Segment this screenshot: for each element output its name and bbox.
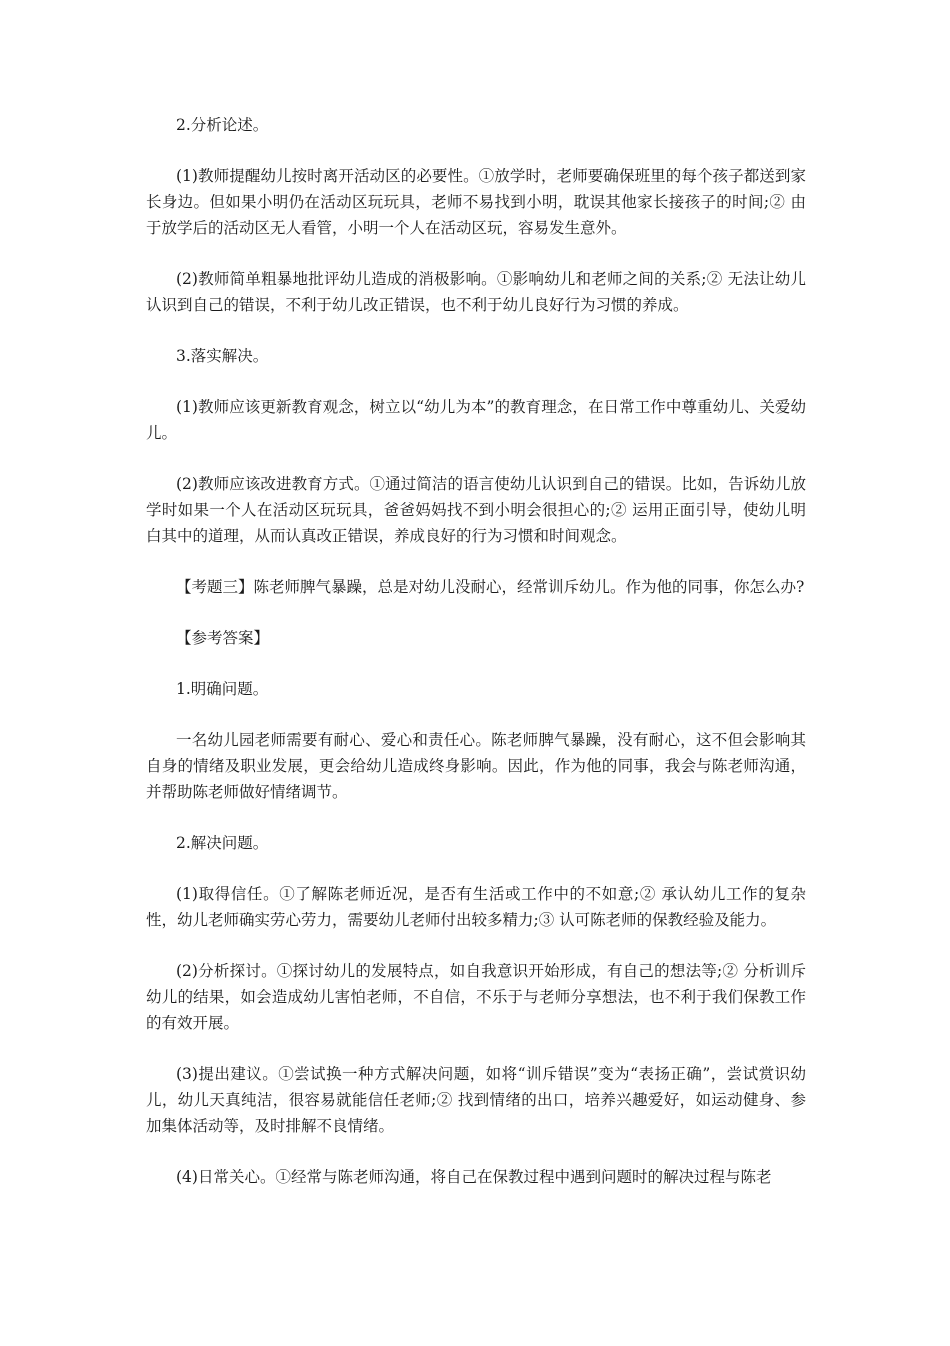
paragraph-gain-trust: (1)取得信任。①了解陈老师近况，是否有生活或工作中的不如意;② 承认幼儿工作的复杂性，幼儿老师确实劳心劳力，需要幼儿老师付出较多精力;③ 认可陈老师的保教经验及能力。 — [146, 885, 806, 929]
paragraph-improve-method: (2)教师应该改进教育方式。①通过简洁的语言使幼儿认识到自己的错误。比如，告诉幼儿放学时如果一个人在活动区玩玩具，爸爸妈妈找不到小明会很担心的;② 运用正面引导，使幼儿明白其中的道理，从而认真改正错误，养成良好的行为习惯和时间观念。 — [146, 475, 806, 545]
section-heading-resolve: 2.解决问题。 — [176, 834, 269, 852]
section-heading-clarify: 1.明确问题。 — [176, 680, 269, 698]
paragraph-daily-care: (4)日常关心。①经常与陈老师沟通，将自己在保教过程中遇到问题时的解决过程与陈老 — [176, 1168, 772, 1186]
document-body — [146, 112, 806, 1190]
paragraph-update-concept: (1)教师应该更新教育观念，树立以“幼儿为本”的教育理念，在日常工作中尊重幼儿、关爱幼儿。 — [146, 398, 806, 442]
section-heading-solution: 3.落实解决。 — [176, 347, 269, 365]
paragraph-clarify-problem: 一名幼儿园老师需要有耐心、爱心和责任心。陈老师脾气暴躁，没有耐心，这不但会影响其自身的情绪及职业发展，更会给幼儿造成终身影响。因此，作为他的同事，我会与陈老师沟通，并帮助陈老师做好情绪调节。 — [146, 731, 806, 801]
reference-answer-heading: 【参考答案】 — [176, 629, 270, 647]
paragraph-analyze-discuss: (2)分析探讨。①探讨幼儿的发展特点，如自我意识开始形成，有自己的想法等;② 分析训斥幼儿的结果，如会造成幼儿害怕老师，不自信，不乐于与老师分享想法，也不利于我们保教工作的有效开展。 — [146, 962, 806, 1032]
paragraph-necessity: (1)教师提醒幼儿按时离开活动区的必要性。①放学时，老师要确保班里的每个孩子都送到家长身边。但如果小明仍在活动区玩玩具，老师不易找到小明，耽误其他家长接孩子的时间;② 由于放学后的活动区无人看管，小明一个人在活动区玩，容易发生意外。 — [146, 167, 806, 237]
paragraph-suggestions: (3)提出建议。①尝试换一种方式解决问题，如将“训斥错误”变为“表扬正确”，尝试赏识幼儿，幼儿天真纯洁，很容易就能信任老师;② 找到情绪的出口，培养兴趣爱好，如运动健身、参加集体活动等，及时排解不良情绪。 — [146, 1065, 806, 1135]
section-heading-analysis: 2.分析论述。 — [176, 116, 269, 134]
paragraph-question-three: 【考题三】陈老师脾气暴躁，总是对幼儿没耐心，经常训斥幼儿。作为他的同事，你怎么办? — [176, 578, 805, 596]
paragraph-negative-impact: (2)教师简单粗暴地批评幼儿造成的消极影响。①影响幼儿和老师之间的关系;② 无法让幼儿认识到自己的错误，不利于幼儿改正错误，也不利于幼儿良好行为习惯的养成。 — [146, 270, 806, 314]
